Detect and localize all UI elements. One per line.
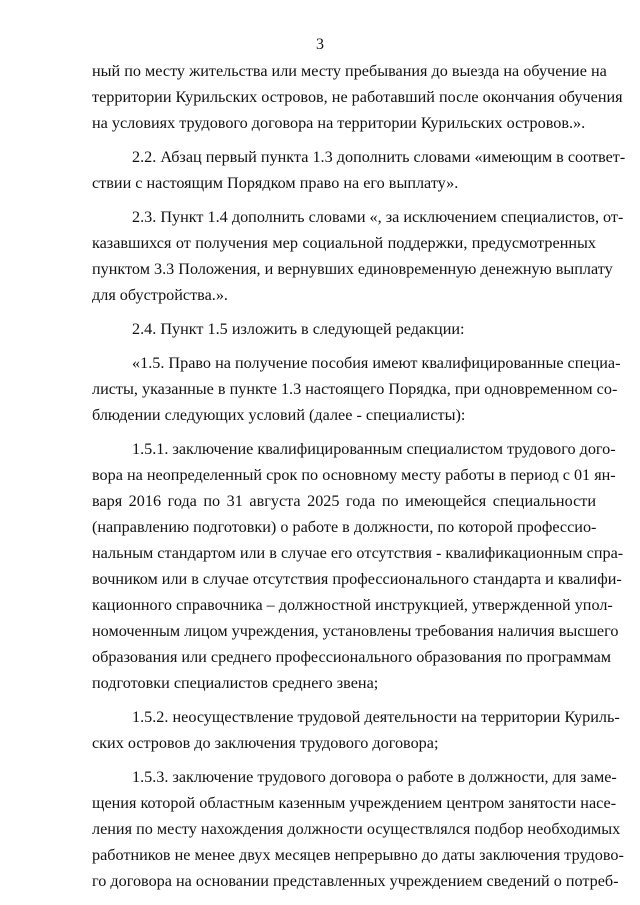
text-line: 2.4. Пункт 1.5 изложить в следующей редакции: <box>132 320 465 338</box>
text-line: листы, указанные в пункте 1.3 настоящего Порядка, при одновременном со- <box>92 380 618 398</box>
paragraph-gap <box>92 756 596 764</box>
text-line: на условиях трудового договора на территории Курильских островов.». <box>92 114 586 132</box>
text-line: 1.5.1. заключение квалифицированным специалистом трудового дого- <box>132 440 616 458</box>
text-line: пунктом 3.3 Положения, и вернувших единовременную денежную выплату <box>92 260 613 278</box>
document-body <box>92 58 626 894</box>
paragraph <box>92 144 626 196</box>
paragraph <box>92 316 596 342</box>
paragraph-gap <box>92 308 596 316</box>
text-line: ствии с настоящим Порядком право на его выплату». <box>92 174 459 192</box>
text-line: кационного справочника – должностной инструкцией, утвержденной упол- <box>92 596 613 614</box>
paragraph <box>92 436 624 696</box>
text-line: образования или среднего профессионального образования по программам <box>92 648 612 666</box>
paragraph-gap <box>92 342 596 350</box>
text-line: ских островов до заключения трудового договора; <box>92 734 439 752</box>
paragraph-gap <box>92 428 596 436</box>
text-line: подготовки специалистов среднего звена; <box>92 674 379 692</box>
text-line: ный по месту жительства или месту пребывания до выезда на обучение на <box>92 62 607 80</box>
text-line: щения которой областным казенным учреждением центром занятости насе- <box>92 794 617 812</box>
text-line: блюдении следующих условий (далее - специалисты): <box>92 406 466 424</box>
text-line: ления по месту нахождения должности осуществлялся подбор необходимых <box>92 820 621 838</box>
text-line: 1.5.2. неосуществление трудовой деятельности на территории Куриль- <box>132 708 620 726</box>
paragraph <box>92 350 621 428</box>
paragraph-gap <box>92 136 596 144</box>
text-line: го договора на основании представленных учреждением сведений о потреб- <box>92 872 619 890</box>
text-line: 1.5.3. заключение трудового договора о работе в должности, для заме- <box>132 768 617 786</box>
paragraph <box>92 704 620 756</box>
page-number: 3 <box>316 36 324 53</box>
text-line: 2.3. Пункт 1.4 дополнить словами «, за исключением специалистов, от- <box>132 208 624 226</box>
text-line: (направлению подготовки) о работе в должности, по которой профессио- <box>92 518 597 536</box>
text-line: вора на неопределенный срок по основному месту работы в период с 01 ян- <box>92 466 616 484</box>
text-line: «1.5. Право на получение пособия имеют квалифицированные специа- <box>132 354 621 372</box>
text-line: территории Курильских островов, не работавший после окончания обучения <box>92 88 623 106</box>
text-line: нальным стандартом или в случае его отсутствия - квалификационным спра- <box>92 544 624 562</box>
paragraph-gap <box>92 196 596 204</box>
paragraph <box>92 764 624 894</box>
text-line: для обустройства.». <box>92 286 228 304</box>
text-line: работников не менее двух месяцев непрерывно до даты заключения трудово- <box>92 846 624 864</box>
text-line: вочником или в случае отсутствия профессионального стандарта и квалифи- <box>92 570 622 588</box>
text-line: казавшихся от получения мер социальной поддержки, предусмотренных <box>92 234 596 252</box>
text-line: варя 2016 года по 31 августа 2025 года по имеющейся специальности <box>92 492 596 510</box>
text-line: 2.2. Абзац первый пункта 1.3 дополнить словами «имеющим в соответ- <box>132 148 626 166</box>
paragraph <box>92 58 623 136</box>
paragraph-gap <box>92 696 596 704</box>
text-line: номоченным лицом учреждения, установлены требования наличия высшего <box>92 622 619 640</box>
paragraph <box>92 204 624 308</box>
